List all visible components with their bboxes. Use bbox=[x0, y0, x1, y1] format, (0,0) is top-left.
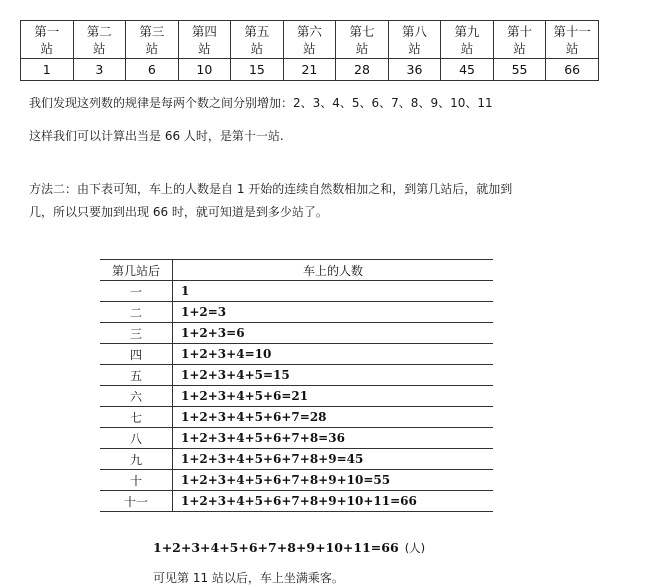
station-label: 十一 bbox=[100, 491, 173, 512]
station-label: 二 bbox=[100, 302, 173, 323]
station-label: 四 bbox=[100, 344, 173, 365]
passenger-sum: 1+2+3+4+5+6+7=28 bbox=[173, 407, 494, 428]
table-row bbox=[100, 281, 493, 302]
table-row bbox=[100, 470, 493, 491]
station-header-cell: 第四 站 bbox=[178, 21, 231, 59]
station-value-cell: 15 bbox=[231, 59, 284, 81]
station-value-cell: 66 bbox=[546, 59, 599, 81]
passenger-sum: 1+2+3+4=10 bbox=[173, 344, 494, 365]
station-header-cell: 第八 站 bbox=[388, 21, 441, 59]
header-passengers: 车上的人数 bbox=[173, 260, 494, 281]
station-label: 九 bbox=[100, 449, 173, 470]
table-row bbox=[100, 407, 493, 428]
station-label: 三 bbox=[100, 323, 173, 344]
passenger-sum: 1+2+3+4+5+6+7+8+9+10=55 bbox=[173, 470, 494, 491]
station-table bbox=[20, 20, 599, 81]
station-header-cell: 第六 站 bbox=[283, 21, 336, 59]
station-header-cell: 第二 站 bbox=[73, 21, 126, 59]
table-row bbox=[100, 323, 493, 344]
method-two-line-1: 方法二：由下表可知，车上的人数是自 1 开始的连续自然数相加之和，到第几站后，就加到 bbox=[29, 182, 513, 196]
passenger-sum: 1+2=3 bbox=[173, 302, 494, 323]
table-row bbox=[100, 365, 493, 386]
station-label: 一 bbox=[100, 281, 173, 302]
station-value-cell: 6 bbox=[126, 59, 179, 81]
bus-passenger-table bbox=[100, 259, 493, 512]
station-value-cell: 3 bbox=[73, 59, 126, 81]
passenger-sum: 1+2+3=6 bbox=[173, 323, 494, 344]
passenger-sum: 1+2+3+4+5=15 bbox=[173, 365, 494, 386]
bus-table-header bbox=[100, 260, 493, 281]
station-value-cell: 28 bbox=[336, 59, 389, 81]
station-header-row bbox=[21, 21, 599, 59]
header-station: 第几站后 bbox=[100, 260, 173, 281]
station-header-cell: 第十一 站 bbox=[546, 21, 599, 59]
station-header-cell: 第五 站 bbox=[231, 21, 284, 59]
method-two-line-2: 几，所以只要加到出现 66 时，就可知道是到多少站了。 bbox=[29, 205, 328, 219]
pattern-paragraph: 我们发现这列数的规律是每两个数之间分别增加：2、3、4、5、6、7、8、9、10、11 bbox=[29, 96, 493, 110]
station-label: 八 bbox=[100, 428, 173, 449]
passenger-sum: 1+2+3+4+5+6+7+8=36 bbox=[173, 428, 494, 449]
station-header-cell: 第三 站 bbox=[126, 21, 179, 59]
station-header-cell: 第七 站 bbox=[336, 21, 389, 59]
table-row bbox=[100, 344, 493, 365]
table-row bbox=[100, 302, 493, 323]
table-row bbox=[100, 449, 493, 470]
station-value-row bbox=[21, 59, 599, 81]
station-header-cell: 第九 站 bbox=[441, 21, 494, 59]
station-value-cell: 36 bbox=[388, 59, 441, 81]
passenger-sum: 1+2+3+4+5+6+7+8+9=45 bbox=[173, 449, 494, 470]
final-unit: (人) bbox=[404, 541, 426, 555]
final-sum: 1+2+3+4+5+6+7+8+9+10+11=66 bbox=[153, 540, 399, 555]
station-value-cell: 55 bbox=[493, 59, 546, 81]
result-paragraph: 这样我们可以计算出当是 66 人时，是第十一站. bbox=[29, 129, 284, 143]
station-label: 六 bbox=[100, 386, 173, 407]
passenger-sum: 1+2+3+4+5+6=21 bbox=[173, 386, 494, 407]
station-label: 五 bbox=[100, 365, 173, 386]
passenger-sum: 1 bbox=[173, 281, 494, 302]
conclusion-text: 可见第 11 站以后，车上坐满乘客。 bbox=[153, 571, 344, 585]
station-value-cell: 21 bbox=[283, 59, 336, 81]
station-label: 七 bbox=[100, 407, 173, 428]
station-header-cell: 第一 站 bbox=[21, 21, 74, 59]
station-label: 十 bbox=[100, 470, 173, 491]
passenger-sum: 1+2+3+4+5+6+7+8+9+10+11=66 bbox=[173, 491, 494, 512]
station-value-cell: 10 bbox=[178, 59, 231, 81]
station-header-cell: 第十 站 bbox=[493, 21, 546, 59]
station-value-cell: 1 bbox=[21, 59, 74, 81]
station-value-cell: 45 bbox=[441, 59, 494, 81]
final-equation bbox=[153, 540, 425, 556]
table-row bbox=[100, 428, 493, 449]
table-row bbox=[100, 386, 493, 407]
table-row bbox=[100, 491, 493, 512]
